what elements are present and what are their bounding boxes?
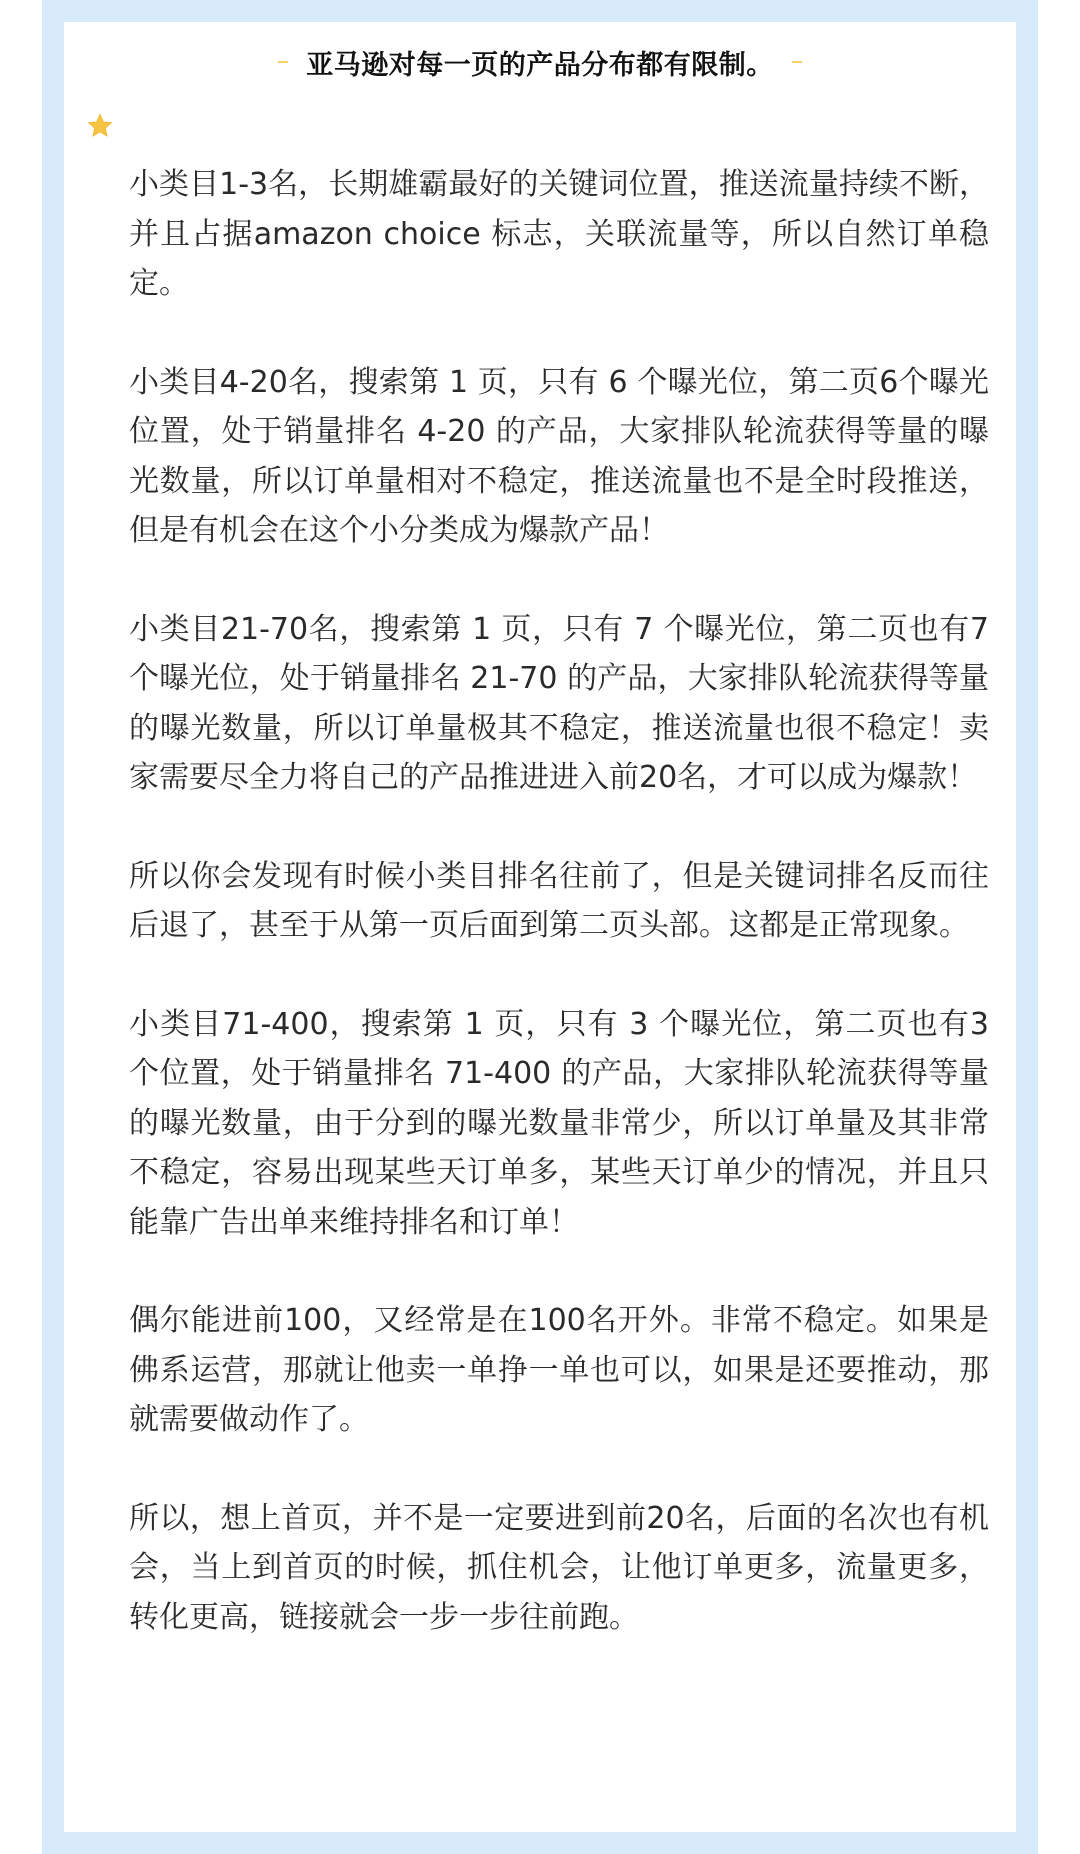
title-right-dash: [792, 61, 802, 63]
paragraph-1: 小类目1-3名，长期雄霸最好的关键词位置，推送流量持续不断，并且占据amazon choice 标志，关联流量等，所以自然订单稳定。: [129, 167, 989, 301]
article-body: [129, 160, 989, 1691]
article-title: 亚马逊对每一页的产品分布都有限制。: [306, 49, 774, 81]
paragraph-4: 所以你会发现有时候小类目排名往前了，但是关键词排名反而往后退了，甚至于从第一页后面到第二页头部。这都是正常现象。: [129, 858, 989, 943]
paragraph-7: 所以，想上首页，并不是一定要进到前20名，后面的名次也有机会，当上到首页的时候，抓住机会，让他订单更多，流量更多，转化更高，链接就会一步一步往前跑。: [129, 1500, 989, 1635]
paragraph-2: 小类目4-20名，搜索第 1 页，只有 6 个曝光位，第二页6个曝光位置，处于销量排名 4-20 的产品，大家排队轮流获得等量的曝光数量，所以订单量相对不稳定，推送流量也不是全时段推送，但是有机会在这个小分类成为爆款产品！: [129, 364, 989, 548]
title-row: [64, 40, 1016, 84]
paragraph-3: 小类目21-70名，搜索第 1 页，只有 7 个曝光位，第二页也有7个曝光位，处于销量排名 21-70 的产品，大家排队轮流获得等量的曝光数量，所以订单量极其不稳定，推送流量也很不稳定！卖家需要尽全力将自己的产品推进进入前20名，才可以成为爆款！: [129, 611, 989, 795]
paragraph-5: 小类目71-400，搜索第 1 页，只有 3 个曝光位，第二页也有3个位置，处于销量排名 71-400 的产品，大家排队轮流获得等量的曝光数量，由于分到的曝光数量非常少，所以订单量及其非常不稳定，容易出现某些天订单多，某些天订单少的情况，并且只能靠广告出单来维持排名和订单！: [129, 1006, 989, 1240]
title-left-dash: [278, 61, 288, 63]
star-icon: [86, 112, 114, 140]
paragraph-6: 偶尔能进前100，又经常是在100名开外。非常不稳定。如果是佛系运营，那就让他卖一单挣一单也可以，如果是还要推动，那就需要做动作了。: [129, 1303, 989, 1437]
